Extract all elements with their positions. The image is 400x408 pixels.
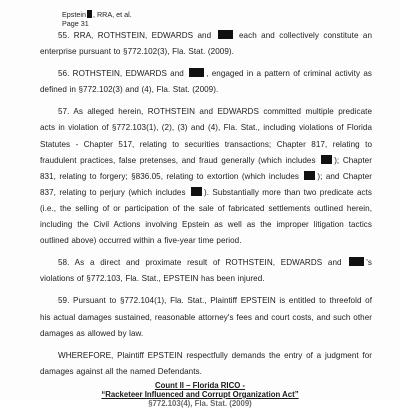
page-header	[62, 10, 132, 28]
redaction-bar	[87, 10, 92, 18]
paragraph-58	[40, 255, 372, 287]
paragraph-57	[40, 104, 372, 249]
paragraph-56-text-a: 56. ROTHSTEIN, EDWARDS and	[58, 69, 184, 79]
paragraph-58-text-b: 's violations of §772.103, Fla. Stat., EPSTEIN has been injured.	[40, 258, 372, 284]
page-number: Page 31	[62, 19, 89, 28]
count-statute: §772.103(4), Fla. Stat. (2009)	[148, 399, 252, 408]
paragraph-57-text-b: ); Chapter 831, relating to forgery; §836.05, relating to extortion (which includes	[40, 155, 372, 181]
paragraph-55	[40, 28, 372, 60]
redaction-bar	[189, 68, 204, 77]
document-body	[40, 28, 372, 380]
paragraph-56	[40, 66, 372, 98]
case-caption	[62, 10, 132, 19]
wherefore-clause: WHEREFORE, Plaintiff EPSTEIN respectfully demands the entry of a judgment for damages against all the named Defendants.	[40, 350, 372, 376]
paragraph-56-text-b: , engaged in a pattern of criminal activity as defined in §772.102(3) and (4), Fla. Stat. (2009).	[40, 69, 372, 95]
caption-prefix: Epstein	[62, 10, 86, 19]
paragraph-55-text-b: each and collectively constitute an enterprise pursuant to §772.102(3), Fla. Stat. (2009).	[40, 31, 373, 57]
paragraph-59: 59. Pursuant to §772.104(1), Fla. Stat., Plaintiff EPSTEIN is entitled to threefold of his actual damages sustained, reasonable attorney's fees and court costs, and such other damages as allowed by law.	[40, 296, 372, 338]
paragraph-55-text-a: 55. RRA, ROTHSTEIN, EDWARDS and	[58, 31, 212, 40]
paragraph-57-text-d: ). Substantially more than two predicate acts (i.e., the selling of or participation of the sale of fabricated settlements outlined herein, including the Civil Actions involving Epstein as well as the improper litigation tactics outlined above) occurred within a five-year time period.	[40, 187, 372, 246]
count-title: Count II – Florida RICO -	[154, 381, 246, 390]
count-heading	[0, 381, 400, 408]
redaction-bar	[218, 30, 233, 39]
redaction-bar	[191, 187, 202, 196]
caption-suffix: , RRA, et al.	[92, 10, 132, 19]
paragraph-58-text-a: 58. As a direct and proximate result of ROTHSTEIN, EDWARDS and	[58, 258, 342, 268]
count-subtitle: “Racketeer Influenced and Corrupt Organization Act”	[101, 390, 299, 399]
redaction-bar	[321, 155, 332, 164]
redaction-bar	[304, 171, 315, 180]
paragraph-57-text-a: 57. As alleged herein, ROTHSTEIN and EDWARDS committed multiple predicate acts in violation of §772.103(1), (2), (3) and (4), Fla. Stat., including violations of Florida Statutes - Chapter 517, relating to securities transactions; Chapter 817, relating to fraudulent practices, false pretenses, and fraud generally (which includes	[40, 107, 372, 165]
paragraph-57-text-c: ); and Chapter 837, relating to perjury (which includes	[40, 171, 372, 197]
redaction-bar	[349, 257, 364, 266]
